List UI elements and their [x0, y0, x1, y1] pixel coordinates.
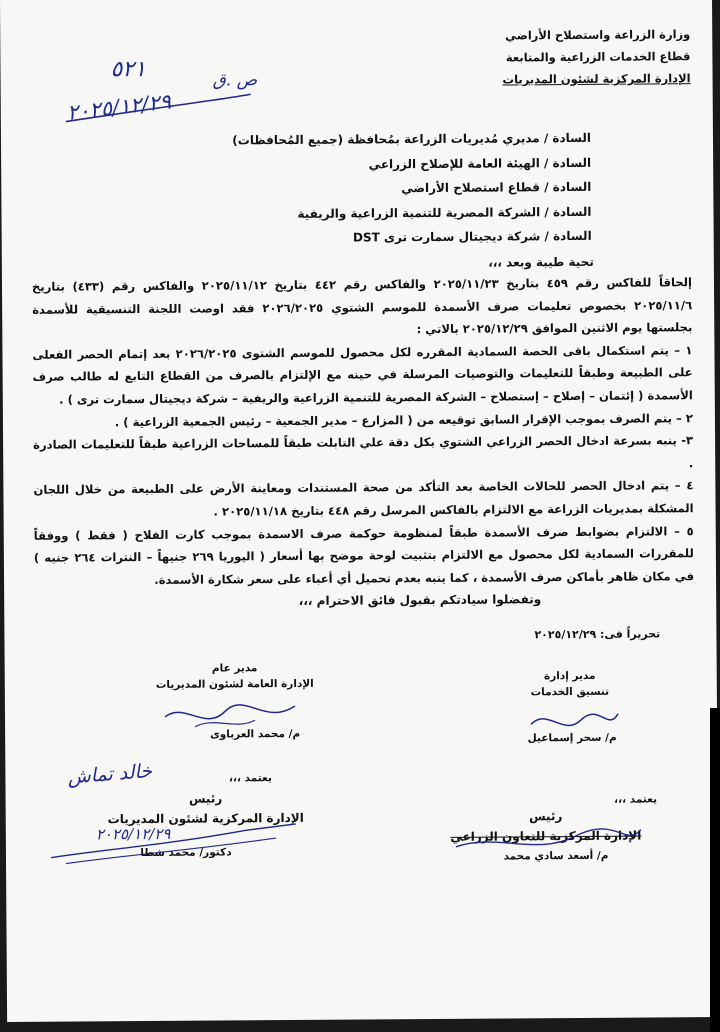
signature-name: دكتور/ محمد شطا — [140, 846, 232, 860]
signature-title: مدير إدارة — [543, 669, 596, 683]
recipient-item: السادة / شركة ديجيتال سمارت ترى DST — [352, 228, 592, 245]
body-paragraph: ٢ – يتم الصرف بموجب الإقرار السابق توقيعه من ( المزارع – مدير الجمعية – رئيس الجمعية الزراعية ) . — [114, 410, 693, 429]
signature-title: رئيس — [188, 791, 223, 806]
body-paragraph: ٤ – يتم ادخال الحصر للحالات الخاصة بعد التأكد من صحة المستندات ومعاينة الأرض على الطبيعة من خلال اللجان المشكلة بمديريات الزراعة مع الالتزام بالفاكس المرسل رقم ٤٤٨ بتاريخ ٢٠٢٥/١١/١٨ . — [33, 478, 694, 519]
signature-scribble — [46, 818, 306, 870]
handwritten-underline — [61, 90, 261, 131]
body-paragraph: ٥ – الالتزام بضوابط صرف الأسمدة طبقاً لمنظومة حوكمة صرف الاسمدة بموجب كارت الفلاح ( فقط ) ووفقاً للمقررات السمادية لكل محصول مع الالتزام بتثبيت لوحة موضح بها أسعار ( اليوريا ٢٦٩ جنيهاً – النترات ٢٦٤ جنيه ) في مكان ظاهر بأماكن صرف الأسمدة ، كما ينبه بعدم تحميل أي أعباء على سعر شكارة الأسمدة. — [33, 523, 695, 587]
scan-edge-shadow — [710, 708, 720, 1032]
header-line-sector: قطاع الخدمات الزراعية والمتابعة — [505, 49, 691, 65]
signature-title: مدير عام — [211, 662, 258, 675]
recipients-list — [71, 126, 592, 252]
signature-department: الإدارة المركزية للتعاون الزراعي — [450, 828, 642, 844]
signature-name: م/ محمد العرباوى — [210, 727, 301, 741]
header-line-department: الإدارة المركزية لشئون المديريات — [502, 71, 691, 87]
issue-date: تحريراً فى: ٢٠٢٥/١٢/٢٩ — [534, 627, 661, 642]
handwritten-ref-prefix: ص .ق — [212, 70, 258, 91]
signature-block-department-manager — [515, 668, 625, 701]
handwritten-ref-number: ٥٢١ — [110, 56, 147, 83]
approve-label: يعتمد ،،، — [614, 793, 658, 806]
signature-department: الإدارة المركزية لشئون المديريات — [107, 810, 304, 827]
body-paragraph: ١ – يتم استكمال باقى الحصة السمادية المقرره لكل محصول للموسم الشتوى ٢٠٢٦/٢٠٢٥ بعد إتمام الحصر الفعلى على الطبيعة وطبقاً للتعليمات والتوصيات المرسلة في حينه مع الإلتزام بالصرف من القطاع التابع له طالب صرف الأسمدة ( إئتمان – إصلاح – إستصلاح – الشركة المصرية للتنمية الزراعية والريفية – شركة ديجيتال سمارت ترى ) . — [32, 342, 693, 407]
recipient-item: السادة / الشركة المصرية للتنمية الزراعية والريفية — [297, 204, 592, 221]
recipient-item: السادة / الهيئة العامة للإصلاح الزراعي — [368, 155, 592, 171]
signature-department: تنسيق الخدمات — [530, 685, 610, 699]
signature-block-general-manager — [155, 660, 315, 693]
recipient-item: السادة / مديري مُديريات الزراعة بمُحافظة (جميع المُحافظات) — [232, 130, 592, 148]
greeting: تحية طيبة وبعد ،،، — [488, 254, 594, 270]
ministry-header — [430, 23, 690, 91]
closing-line: وتفضلوا سيادتكم بقبول فائق الاحترام ،،، — [298, 592, 542, 608]
body-paragraph: إلحاقاً للفاكس رقم ٤٥٩ بتاريخ ٢٠٢٥/١١/٢٣ والفاكس رقم ٤٤٢ بتاريخ ٢٠٢٥/١١/١٢ والفاكس رقم (٤٣٣) بتاريخ ٢٠٢٥/١١/٦ بخصوص تعليمات صرف الأسمدة للموسم الشتوي ٢٠٢٦/٢٠٢٥ فقد اوصت اللجنة التنسيقية للأسمدة بجلستها يوم الاثنين الموافق ٢٠٢٥/١٢/٢٩ بالاتي : — [31, 275, 693, 337]
approve-label: يعتمد ،،، — [228, 772, 272, 785]
handwritten-approval-date: ٢٠٢٥/١٢/٢٩ — [95, 824, 171, 844]
handwritten-approver-name: خالد تماش — [66, 760, 153, 789]
signature-name: م/ أسعد سادي محمد — [503, 849, 609, 863]
body-paragraph: ٣- ينبه بسرعة ادخال الحصر الزراعي الشتوي بكل دقة علي التابلت طبقاً للمساحات الزراعية طبقاً للتعليمات الصادرة . — [33, 433, 694, 470]
header-line-ministry: وزارة الزراعة واستصلاح الأراضي — [505, 27, 691, 43]
signature-department: الإدارة العامة لشئون المديريات — [155, 677, 314, 691]
signature-title: رئيس — [529, 809, 563, 824]
letter-body — [32, 271, 694, 592]
recipient-item: السادة / قطاع استصلاح الأراضي — [401, 179, 592, 196]
signature-name: م/ سحر إسماعيل — [527, 731, 617, 745]
handwritten-ref-date: ٢٠٢٥/١٢/٢٩ — [65, 89, 173, 125]
